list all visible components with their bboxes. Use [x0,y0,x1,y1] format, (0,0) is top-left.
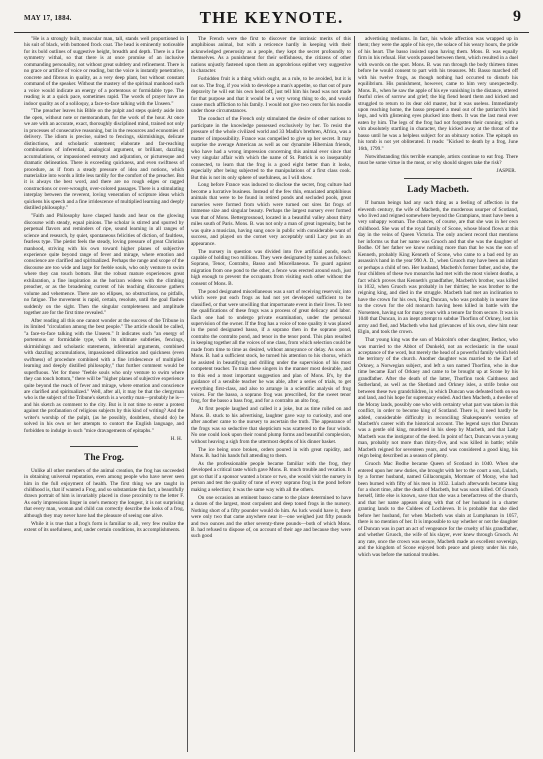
article-paragraph: The French were the first to discover the intrinsic merits of this amphibious animal, but with a reticence hardly in keeping with their acknowledged generosity as a people, they kept the secret profoundly to themselves. As a punishment for their selfishness, the citizens of other nations unjustly fastened upon them an approbrious epithet very suggestive in character. [191,36,351,75]
article-paragraph: At first people laughed and called it a joke, but as time rolled on and Mons. B. stuck to his advertising, laughter gave way to curiosity, and one after another came to the nursery to ascertain the truth. The appearance of the frogs was so seductive that skepticism was scattered to the four winds. No one could look upon their round plump forms and beautiful complexion, without heaving a sigh from the uttermost depths of his dinner basket. [191,406,351,445]
article-paragraph: "The preacher leaves his Bible on the pulpit and steps quietly aside into the open, without note or memorandum, for the work of the hour. At once we are with an accurate, exact, thoroughly disciplined mind, trained not only in processes of consecutive reasoning, but in the resources and economies of delivery. The idiom is precise, suited to fencings, skirmishings, delicate distinctions, and scholastic statement; elaborate and far-reaching combinations of inferential, analogical argument, or brilliant, dazzling accumulations, or impassioned entreaty and adjuration, or picturesque and dramatic delineation. There is exceeding quickness, and even swiftness of procedure, as if from a steady pressure of idea and notions, which materialize into words a little less tardily for the comfort of the preacher. But it is always the best word, and there are no rough edges or ragged constructions or over-wrought, over-colored passages. There is a stimulating interplay between the reverent, loving veneration of scripture ideas which quickens his speech and a fine irridescence of multiplied learning and deeply distilled philosophy." [24,108,184,212]
article-paragraph: advertising mediums. In fact, his whole affection was wrapped up in them; they were the apple of his eye, the solace of his weary hours, the pride of his heart. The basso insisted upon having them. Mons. B. was equally firm in his refusal. Hot words passed between them, which resulted in a duel with swords on the spot. Mons. B. was run through the body thirteen times before he would consent to part with his treasures. Mr. Basso marched off with his twelve frogs, as though nothing had occurred to disturb his equilibrium. His punishment, however, came to him very unexpectedly. Mons. B., when he saw the apple of his eye vanishing in the distance, uttered fearful cries of sorrow and grief; the big fiend heard them and kicked and struggled to return to its dear old master, but it was useless. Immediately upon reaching home, the basso prepared a meal out of the patriarch's hind legs, and with glistening eyes plucked into them. It was the last meal ever eaten by him. The legs of the frog had not forgotten their cunning; with a vim absolutely startling in character, they kicked away at the throat of the basso until he was a helpless subject for an obituary notice. The epitaph on his tomb is not yet obliterated. It reads: "Kicked to death by a frog, June 16th, 1799." [358,36,518,152]
header-rule [14,32,529,33]
article-paragraph: While it is true that a frog's form is familiar to all, very few realize the extent of its usefulness, and, under certain conditions, its accomplishments. [24,520,184,534]
column-1 [24,36,184,752]
article-paragraph: Long before France was induced to disclose the secret, frog culture had become a lucrative business. Instead of the few thin, emaciated amphibious animals that were to be found in retired ponds and secluded pools, great nurseries were formed from which were turned out sires fat frogs of immense size and singular beauty. Perhaps the largest nursery ever formed was that of Mons. Bettergrosnoud, located in a beautiful valley about thirty miles south of Paris. Mons. B. was not only a man of great ingenuity, but he was quite a musician, having sung once in public with considerable want of success, and played on the cornet very acceptably until Lacy put in an appearance. [191,182,351,247]
article-paragraph: "He is a strongly built, muscular man, tall, stands well proportioned in his suit of black, with buttoned frock coat. The head is eminently noticeable for its bold outlines of suggestive height, breadth and depth. There is a fine symmetry withal, so that there is at once promise of an inclusive commanding personality, not without great subtlety and refinement. There is no grace or artifice of voice or reading, but the voice is instantly penetrative, concrete and fibrous in quality, as a very deep plant, but without constant command of the speaker. Without the mastery of the spiritual manhood such a voice would indicate an energy of a portentous or formidable type. The reading is at a quick pace, sometimes rapid. The words of prayer have an indoor quality as of a soliloquy, a face-to-face talking with the Unseen." [24,36,184,107]
article-paragraph: The pond designated miscellaneous was a sort of receiving reservoir, into which were put each frogs as had not yet developed sufficient to be classified, or that were unwilling that importunate event in their lives. To test the qualifications of these frogs was a process of great delicacy and labor. Each one had to undergo private examination, under the personal supervision of the owner. If the frog has a voice of tone quality it was placed in the pond designated basso, if a soprano then in the soprano pond, contralto the contralto pond, and tenor in the tenor pond. This plan resulted in keeping together all the voices of one class, from which selection could be made from time to time as desired, without annoyance or delay. As soon as Mons. B. had a sufficient stock, he turned his attention to his chorus, which he assisted in beautifying and drilling under the supervision of his most competent teacher. To train these singers in the manner most desirable, and to this end a most important suggestion and plan of Mons. B's, by the guidance of a sensible teacher he was able, after a series of trials, to get everything first-class, and also to arrange in a scientific analysis of frog voices. For the basso, a soprano frog was prescribed, for the sweet tenor frog, for the basso a bass frog, and for a contralto an alto frog. [191,288,351,405]
section-title-lady-macbeth: Lady Macbeth. [407,185,469,196]
author-signature: H. H. [170,435,182,442]
article-paragraph: After reading all this one cannot wonder at the success of the Tribune in its limited "circulation among the best people." The article should be called, "a face-to-face talking with the Unseen." It indicates such "an energy of portentous or formidable type, with its ultimate subtleties, fencings, skirmishings and scholastic statements, inferential arguments, combined with dazzling accumulations, impassioned dilineation and quickness (even swiftness) of procedure combined with a fine irridescence of multiplied learning and deeply distilled philosophy," that further comment would be superfluous. Yet for those "feeble souls who only venture to swim where they can touch bottom," there will be "higher planes of subjective experience quite beyond the reach of fever and mirage, where emotion and conscience are clarified and spiritualized." Well, after all, it may be that the clergyman who is the subject of the Tribune's sketch is a worthy man—probably he is—and his sketch as comment to the city. But is it not time to enter a protest against the profanation of religious subjects by this kind of writing? And the writer's worship of the pulpit, (as he possibly, doubtless, should do) be solved in his own or her attempts to contort the English language, and forbidden to indulge in such "mice dravagements of epitaphs." [24,317,184,434]
article-paragraph: Notwithstanding this terrible example, artists continue to eat frog. There must be some virtue in the meat, or why should singers take the risk? [358,153,518,167]
article-paragraph: Gruoch Mac Bodhe became Queen of Scotland in 1040. When she entered upon her new duties, she brought with her to the court a son, Lulach, by a former husband, named Gillacomgain, Mormaer of Moray, who had been burned with fifty of his men in 1032. Lulach afterwards became king for a short time, after the death of Macbeth, but was soon killed. Of Gruoch herself, little else is known, save that she was a benefactress of the church, and that her name appears along with that of her husband in a charter granting lands to the Culdees of Lochleven. It is probable that she died before her husband, for when Macbeth was slain at Lumphanan in 1057, there is no mention of her. It is impossible to say whether or not the daughter of Duncan was in part an act of vengeance for the cruelty of his grandfather, and whether Gruoch, the wife of his slayer, ever knew through Gruoch. At any rate, once the crown was secure, Macbeth made an excellent sovereign, and the kingdom of Scone enjoyed both peace and plenty under his rule, which was before the national troubles. [358,461,518,558]
page-header [14,6,529,32]
article-paragraph: If human beings had any such thing as a feeling of affection in the eleventh century, the wife of Macbeth, the murderous usurper of Scotland, who lived and reigned somewhere beyond the Grampians, must have been a very unhappy woman. The chances, of course, are that she was in her own childhood. She was of the royal family of Scone, whose blood flows at this day in the veins of Queen Victoria. The only ancient record that mentions her informs us that her name was Gruoch and that she was the daughter of Bodhe. Of her father we know nothing more than that he was the son of Kenneth, probably King Kenneth of Scone, who came to a bad end by an assassin's hand in the year 990 A. D., when Gruoch may have been an infant or perhaps a child of ten. Her husband, Macbeth's former father, and she, the four children of these two monarchs had met with the most violent deaths, a fact which proves that Kenneth's grandfather, Macbeth's brother, was killed in 1032, when Gruoch was probably in her thirties; he was brother to the reigning king, and died in the struggle. Macbeth had met an inclination to have the crown for his own, King Duncan, who was probably in nearer line to the crown for the old monarch having been killed in battle with the Norsemen, having sat for many years with a tenure far from secure. It was in 1040 that Duncan, in an inept attempt to subdue Thorfinn of Orkney, lost his army and fled, and Macbeth who had grievances of his own, slew him near Elgin, and took the crown. [358,200,518,336]
article-paragraph: As the professionable people became familiar with the frog, they developed a critical taste which gave Mons. B. much trouble and vexation. It got so that if a sponsor wanted a brace or two, she would visit the nursery in person and test the quality of tone of every soprano frog in the pond before making a selection; it was the same way with all the others. [191,461,351,493]
column-3 [358,36,518,752]
section-title-frog: The Frog. [84,452,124,463]
section-divider [70,446,138,447]
article-paragraph: The conduct of the French only stimulated the desire of other nations to participate in the knowledge possessed exclusively by her. To resist the pressure of the whole civilized world and 33 Madla's brethren, Africa, was a matter of impossibility. France was compelled to give up her secret. It may surprise the average American as well as our dynamite Hibernian friends, who have had a wrong impression concerning this animal ever since that very singular affair with which the name of St. Patrick is so inseparably connected, to learn that the frog is a good eight better than it looks, especially after being subjected to the manipulations of a first class cook. But this is not its only sphere of usefulness, as I will show. [191,116,351,181]
page-number: 9 [513,8,521,25]
column-2 [191,36,351,752]
article-paragraph: Forbidden fruit is a thing which ought, as a rule, to be avoided, but it is not so. The frog, if you wish to develope a man's appetite, so that out of pure depravity he will eat his own head off, just tell him his head was not made for that purpose and that it would be a very wrong thing to do, and would cause much affliction to his family. I would not give two cents for his noodle under those circumstances. [191,76,351,115]
article-columns [24,36,518,752]
article-paragraph: Unlike all other members of the animal creation, the frog has succeeded in obtaining universal reputation, even among people who have never seen him in the full enjoyment of health. The first thing we are taught in childhood is, that if wanted a Frog, and so substantiate this fact, a beautifully drawn portrait of him is invariably placed in close proximity to the letter F. As early impressions linger in one's memory the longest, it is not surprising that every man, woman and child can correctly describe the looks of a frog, although they may never have had the pleasure of seeing one alive. [24,467,184,519]
column-divider [354,36,355,752]
article-paragraph: The ice being once broken, orders poured in with great rapidity, and Mons. B. had his hands full attending to them. [191,446,351,460]
article-paragraph: "Faith and Philosophy have clasped hands and hear on the glowing discourse with steady, equal pinions. The scholar is stirred and spurred by perpetual flavors and reminders of ripe, sound learning in all ranges of science and research, by quiet, spontaneous felicities of diction, of faultless, fearless type. The pietist feels the steady, loving pressure of great Christian manhood, striving with his own toward higher planes of subjective experience quite beyond range of fever and mirage, where emotion and conscience are clarified and spiritualized. Perhaps the range and scope of the discourse are too wide and large for feeble souls, who only venture to swim where they can touch bottom. But the robust mature experiences great exhilaration, a fine inspiration as the horizon widens with the climbing preacher, or as the broadening current of his teaching discourse gathers volume and vehemence. There are no ellipses, no obstructions, no pitfalls, no fatigue. The movement is rapid, certain, resolute, until the goal flashes suddenly on the sight. Then the singular completeness and amplitude together are for the first time revealed." [24,213,184,317]
article-paragraph: That young king was the son of Malcolm's other daughter, Bethoc, who was married to the Abbot of Dunkeld, not an ecclesiastic in the usual acceptance of the word, but merely the head of a powerful family which held the territory of the church. Another daughter was married to the Earl of Orkney, a Norwegian subject, and left a son named Thorfinn, who in due time became Earl of Orkney and came to be brought up at Scone by his grandfather. After the death of the latter, Thorfinn took Caithness and Sutherland, as well as the Shetland and Orkney isles, a strife broke out between these two grandchildren, in which Duncan was defeated both on sea and land, and his hope for supremacy ended. And then Macbeth, a dweller of the Moray lands, possibly one who with certainty what part was taken in this conflict, in order to become king of Scotland. There is, it need hardly be added, considerable difficulty in reconciling Shakespeare's version of Macbeth's career with the historical account. The legend says that Duncan was a gentle old king, murdered in his sleep by Macbeth, and that Lady Macbeth was the instigator of the deed. In point of fact, Duncan was a young man, probably not more than thirty-five, and was killed in battle; while Macbeth reigned for seventeen years, and was considered a good king, his reign being described as a season of plenty. [358,337,518,460]
section-divider [404,178,472,179]
issue-date: MAY 17, 1884. [24,14,72,22]
article-paragraph: The nursery in question was divided into five artificial ponds, each capable of holding two millions. They were designated by names as follows: Soprano, Tenor, Contralto, Basso and Miscellaneous. To guard against migration from one pond to the other, a fence was erected around each, just high enough to prevent the occupants from visiting each other without the consent of Mons. B. [191,248,351,287]
author-signature: JASPER. [496,168,516,175]
publication-title: THE KEYNOTE. [199,8,344,27]
article-paragraph: On one occasion an eminent basso came to the place determined to have a dozen of the largest, most corpulent and deep toned frogs in the nursery. Nothing short of a fifty pounder would do him. As luck would have it, there were only two that came anywhere near it—one weighed just fifty pounds and two ounces and the other seventy-three pounds—both of which Mons. B. had refused to dispose of, on account of their age and because they were such good [191,494,351,540]
column-divider [187,36,188,752]
